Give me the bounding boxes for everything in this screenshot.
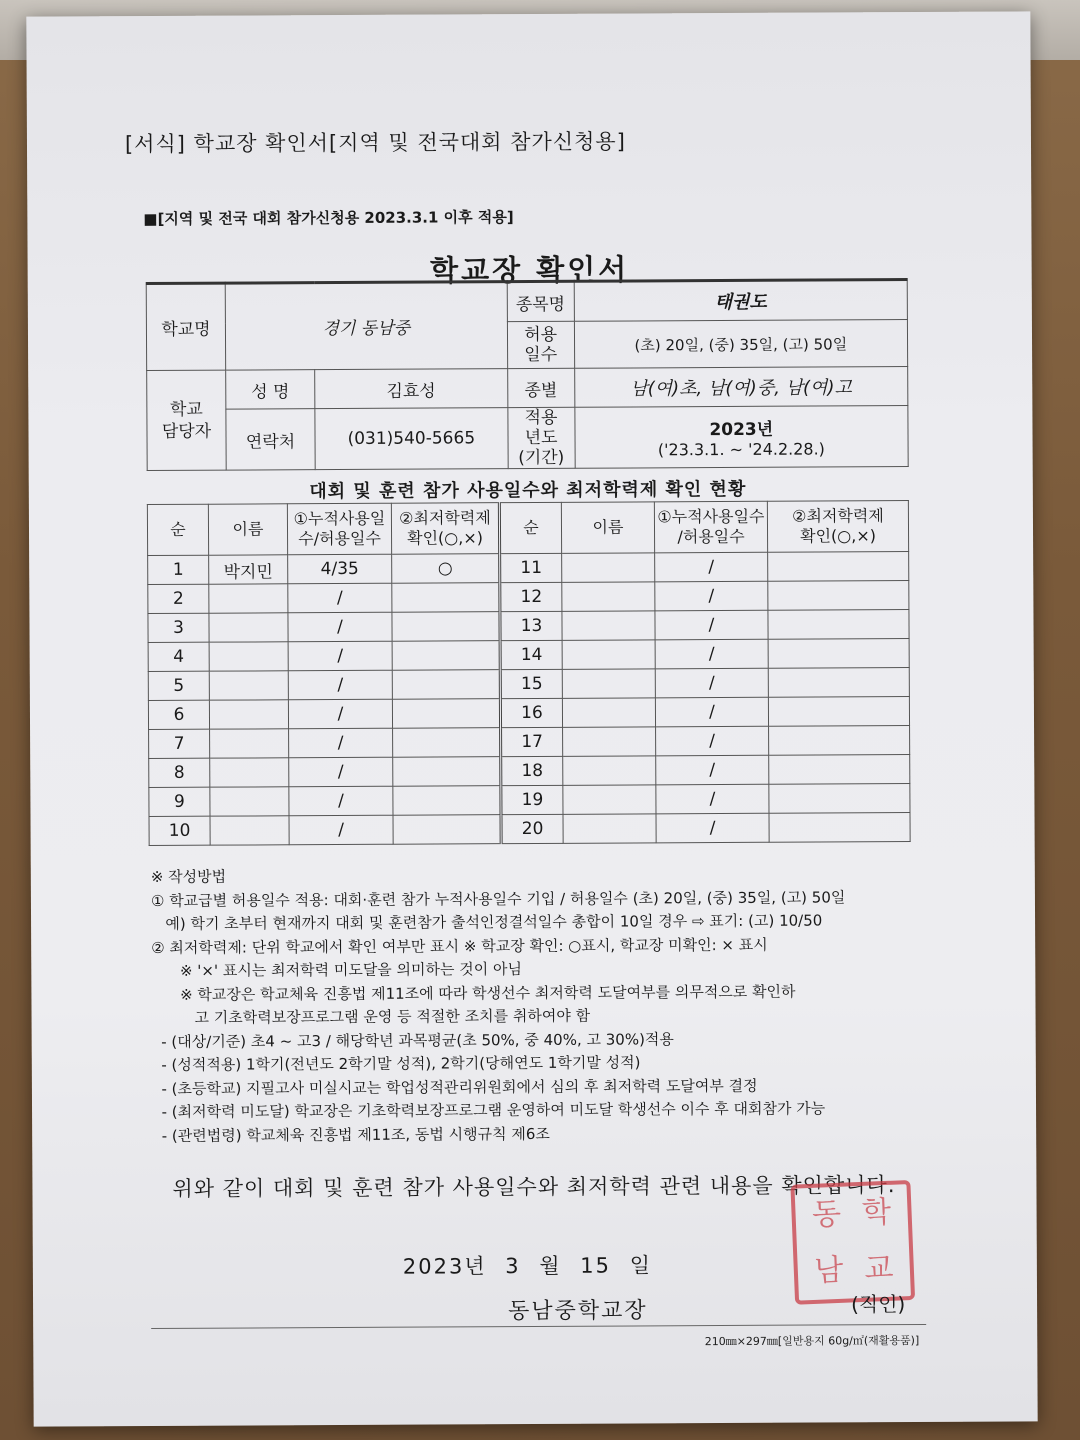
header-cell: 순 [499, 502, 561, 553]
row-name-cell [562, 669, 655, 698]
note-line: ※ '×' 표시는 최저학력 미도달을 의미하는 것이 아님 [151, 960, 523, 980]
note-line: ※ 학교장은 학교체육 진흥법 제11조에 따라 학생선수 최저학력 도달여부를 의무적으로 확인하 [151, 982, 796, 1004]
row-no-cell: 5 [148, 671, 209, 700]
row-check-cell [769, 755, 910, 785]
table-row [148, 668, 909, 701]
school-seal-stamp [790, 1180, 915, 1305]
seal-char: 학 [861, 1194, 892, 1231]
row-days-cell: / [656, 813, 769, 843]
row-no-cell: 2 [148, 584, 209, 613]
contact-value: (031)540-5665 [315, 408, 508, 470]
manager-label: 학교 담당자 [147, 370, 227, 470]
seal-char: 교 [863, 1250, 895, 1287]
seal-mark-text: (직인) [851, 1292, 906, 1317]
seal-char: 남 [813, 1252, 845, 1289]
row-name-cell [562, 611, 655, 640]
row-no-cell: 11 [500, 553, 562, 582]
row-check-cell [768, 639, 909, 669]
note-line: - (최저학력 미도달) 학교장은 기초학력보장프로그램 운영하여 미도달 학생선수 이수 후 대회참가 가능 [152, 1099, 826, 1121]
note-line: - (대상/기준) 초4 ~ 고3 / 해당학년 과목평균(초 50%, 중 40%, 고 30%)적용 [151, 1029, 674, 1051]
table-row [148, 552, 909, 585]
school-value: 경기 동남중 [225, 282, 507, 370]
allowed-days-value: (초) 20일, (중) 35일, (고) 50일 [574, 320, 908, 369]
table-header-row [147, 501, 908, 556]
row-days-cell: / [288, 699, 392, 729]
row-days-cell: / [655, 668, 768, 698]
row-days-cell: / [289, 728, 393, 758]
row-no-cell: 13 [500, 611, 562, 640]
contact-label: 연락처 [226, 409, 315, 470]
row-check-cell [392, 641, 500, 671]
info-table [146, 278, 909, 471]
table-row [149, 813, 910, 846]
row-days-cell: / [655, 552, 768, 582]
row-name-cell [562, 698, 655, 727]
category-value: 남(여)초, 남(여)중, 남(여)고 [574, 367, 908, 408]
row-no-cell: 12 [500, 582, 562, 611]
row-days-cell: / [656, 784, 769, 814]
row-check-cell [393, 815, 501, 845]
row-name-cell [563, 727, 656, 756]
paper-document [26, 11, 1037, 1426]
row-check-cell [769, 726, 910, 756]
row-name-cell [210, 758, 289, 787]
row-no-cell: 4 [148, 642, 209, 671]
row-check-cell [768, 610, 909, 640]
row-days-cell: / [289, 786, 393, 816]
note-line: ① 학교급별 허용일수 적용: 대회·훈련 참가 누적사용일수 기입 / 허용일수 (초) 20일, (중) 35일, (고) 50일 [150, 887, 846, 910]
usage-table [147, 500, 911, 846]
header-cell: ①누적사용일 수/허용일수 [287, 503, 391, 555]
writing-instructions [151, 862, 942, 1148]
row-check-cell [392, 583, 500, 613]
name-label: 성 명 [226, 370, 315, 409]
row-name-cell [563, 785, 656, 814]
row-no-cell: 18 [501, 756, 563, 785]
row-days-cell: / [656, 726, 769, 756]
name-value: 김효성 [315, 369, 508, 409]
row-name-cell [209, 584, 288, 613]
allowed-days-label: 허용 일수 [507, 321, 574, 368]
row-check-cell [392, 612, 500, 642]
row-days-cell: / [288, 583, 392, 613]
row-no-cell: 14 [500, 640, 562, 669]
row-check-cell [393, 757, 501, 787]
row-no-cell: 7 [149, 729, 210, 758]
header-cell: 순 [147, 504, 208, 555]
row-days-cell: / [288, 670, 392, 700]
row-check-cell [768, 581, 909, 611]
row-no-cell: 9 [149, 787, 210, 816]
category-label: 종별 [507, 368, 574, 407]
section-title: 대회 및 훈련 참가 사용일수와 최저학력제 확인 현황 [309, 478, 747, 503]
header-cell: ①누적사용일수 /허용일수 [654, 501, 767, 553]
table-row [149, 726, 910, 759]
form-label: [서식] 학교장 확인서[지역 및 전국대회 참가신청용] [124, 129, 626, 157]
row-days-cell: / [655, 610, 768, 640]
seal-char: 동 [811, 1196, 842, 1233]
row-check-cell [769, 813, 910, 843]
row-no-cell: 1 [148, 555, 209, 584]
row-check-cell [392, 670, 500, 700]
paper-spec-footer: 210㎜×297㎜[일반용지 60g/㎡(재활용품)] [704, 1333, 920, 1349]
row-name-cell [562, 582, 655, 611]
table-row [148, 639, 909, 672]
note-line: - (초등학교) 지필고사 미실시교는 학업성적관리위원회에서 심의 후 최저학력 도달여부 결정 [151, 1076, 758, 1098]
sport-value: 태권도 [574, 280, 908, 322]
row-no-cell: 16 [500, 698, 562, 727]
row-days-cell: / [655, 697, 768, 727]
row-no-cell: 15 [500, 669, 562, 698]
header-cell: 이름 [208, 504, 287, 555]
note-line: - (관련법령) 학교체육 진흥법 제11조, 동법 시행규칙 제6조 [152, 1124, 550, 1145]
header-cell: ②최저학력제 확인(○,×) [391, 503, 499, 555]
row-check-cell [393, 786, 501, 816]
confirmation-text: 위와 같이 대회 및 훈련 참가 사용일수와 최저학력 관련 내용을 확인합니다. [172, 1173, 896, 1201]
row-check-cell [768, 552, 909, 582]
row-no-cell: 3 [148, 613, 209, 642]
row-name-cell [209, 700, 288, 729]
row-days-cell: / [655, 639, 768, 669]
row-name-cell [210, 787, 289, 816]
school-label: 학교명 [146, 283, 225, 370]
table-row [148, 610, 909, 643]
row-days-cell: / [289, 757, 393, 787]
signer-name: 동남중학교장 [508, 1298, 648, 1325]
row-name-cell [562, 553, 655, 582]
row-days-cell: 4/35 [288, 554, 392, 584]
note-line: ※ 작성방법 [150, 867, 227, 886]
table-row [148, 581, 909, 614]
note-line: - (성적적용) 1학기(전년도 2학기말 성적), 2학기(당해연도 1학기말 성적) [151, 1053, 641, 1074]
row-days-cell: / [288, 612, 392, 642]
row-name-cell [563, 814, 656, 843]
row-days-cell: / [655, 581, 768, 611]
row-days-cell: / [288, 641, 392, 671]
row-no-cell: 19 [501, 785, 563, 814]
issue-date: 2023년 3 월 15 일 [402, 1253, 653, 1279]
table-row [148, 697, 909, 730]
row-name-cell [210, 816, 289, 845]
row-check-cell [393, 728, 501, 758]
row-no-cell: 17 [501, 727, 563, 756]
year-value: 2023년 [709, 419, 774, 441]
note-line: 고 기초학력보장프로그램 운영 등 적절한 조치를 취하여야 함 [151, 1006, 591, 1027]
table-row [149, 755, 910, 788]
year-cell [574, 406, 908, 469]
year-label: 적용 년도 (기간) [507, 407, 574, 468]
row-no-cell: 6 [148, 700, 209, 729]
row-no-cell: 20 [501, 814, 563, 843]
table-row [149, 784, 910, 817]
header-cell: 이름 [561, 502, 654, 553]
sub-label: ■[지역 및 전국 대회 참가신청용 2023.3.1 이후 적용] [143, 208, 514, 229]
row-name-cell [562, 640, 655, 669]
row-name-cell [209, 671, 288, 700]
row-no-cell: 10 [149, 816, 210, 845]
row-name-cell [210, 729, 289, 758]
row-check-cell [769, 784, 910, 814]
note-line: 예) 학기 초부터 현재까지 대회 및 훈련참가 출석인정결석일수 총합이 10일 경우 ⇨ 표기: (고) 10/50 [151, 911, 823, 933]
row-days-cell: / [656, 755, 769, 785]
row-name-cell [563, 756, 656, 785]
note-line: ② 최저학력제: 단위 학교에서 확인 여부만 표시 ※ 학교장 확인: ○표시, 학교장 미확인: × 표시 [151, 935, 768, 957]
row-check-cell [768, 668, 909, 698]
document-title: 학교장 확인서 [429, 252, 630, 288]
row-no-cell: 8 [149, 758, 210, 787]
row-name-cell: 박지민 [209, 555, 288, 584]
sport-label: 종목명 [507, 281, 574, 321]
row-name-cell [209, 613, 288, 642]
row-check-cell [768, 697, 909, 727]
row-check-cell: ○ [392, 554, 500, 584]
row-check-cell [392, 699, 500, 729]
row-name-cell [209, 642, 288, 671]
period-value: ('23.3.1. ~ '24.2.28.) [657, 439, 825, 460]
row-days-cell: / [289, 815, 393, 845]
header-cell: ②최저학력제 확인(○,×) [767, 501, 908, 553]
